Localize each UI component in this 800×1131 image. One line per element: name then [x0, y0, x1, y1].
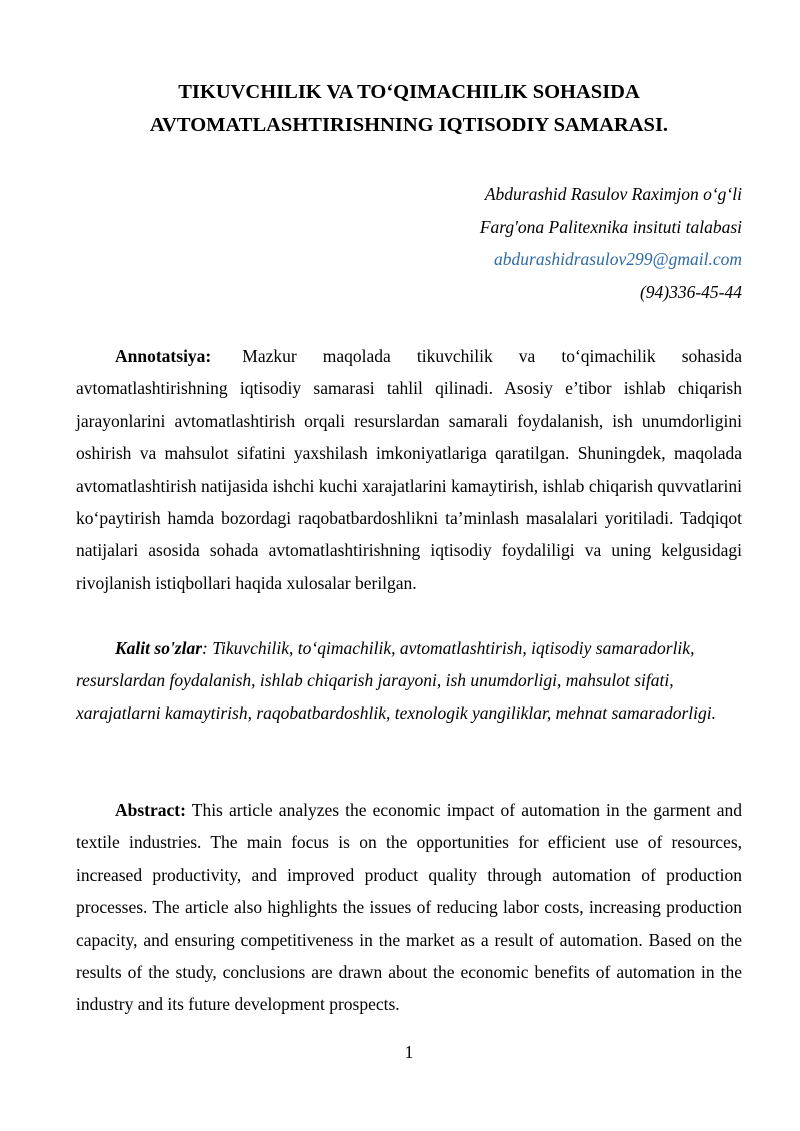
author-phone: (94)336-45-44 — [639, 281, 742, 302]
annotation-label: Annotatsiya: — [115, 346, 212, 366]
document-page — [76, 0, 742, 1131]
keywords-text: : Tikuvchilik, to‘qimachilik, avtomatlashtirish, iqtisodiy samaradorlik, resurslardan foydalanish, ishlab chiqarish jarayoni, ish unumdorligi, mahsulot sifati, xarajatlarni kamaytirish, raqobatbardoshlik, texnologik yangiliklar, mehnat samaradorligi. — [76, 638, 717, 723]
paper-title — [76, 76, 742, 142]
paper-title-line-1: TIKUVCHILIK VA TO‘QIMACHILIK SOHASIDA — [178, 81, 640, 103]
paper-title-line-2: AVTOMATLASHTIRISHNING IQTISODIY SAMARASI. — [149, 114, 669, 136]
abstract-text: This article analyzes the economic impact of automation in the garment and textile industries. The main focus is on the opportunities for efficient use of resources, increased productivity, and improved product quality through automation of production processes. The article also highlights the issues of reducing labor costs, increasing production capacity, and ensuring competitiveness in the market as a result of automation. Based on the results of the study, conclusions are drawn about the economic benefits of automation in the industry and its future development prospects. — [76, 800, 742, 1015]
author-info — [76, 178, 742, 308]
annotation-text: Mazkur maqolada tikuvchilik va to‘qimachilik sohasida avtomatlashtirishning iqtisodiy samarasi tahlil qilinadi. Asosiy e’tibor ishlab chiqarish jarayonlarini avtomatlashtirish orqali resurslardan samarali foydalanish, ish unumdorligini oshirish va mahsulot sifatini yaxshilash imkoniyatlariga qaratilgan. Shuningdek, maqolada avtomatlashtirish natijasida ishchi kuchi xarajatlarini kamaytirish, ishlab chiqarish quvvatlarini ko‘paytirish hamda bozordagi raqobatbardoshlikni ta’minlash masalalari yoritiladi. Tadqiqot natijalari asosida sohada avtomatlashtirishning iqtisodiy foydaliligi va uning kelgusidagi rivojlanish istiqbollari haqida xulosalar berilgan. — [76, 346, 742, 593]
author-email-link[interactable]: abdurashidrasulov299@gmail.com — [494, 249, 742, 269]
page-number: 1 — [404, 1042, 414, 1062]
abstract-paragraph — [76, 794, 742, 1021]
abstract-label: Abstract: — [115, 800, 186, 820]
keywords-paragraph — [76, 632, 742, 729]
author-affiliation: Farg'ona Palitexnika insituti talabasi — [479, 216, 742, 237]
author-name: Abdurashid Rasulov Raximjon o‘g‘li — [484, 184, 742, 204]
keywords-label: Kalit so'zlar — [115, 638, 203, 658]
annotation-paragraph — [76, 340, 742, 599]
